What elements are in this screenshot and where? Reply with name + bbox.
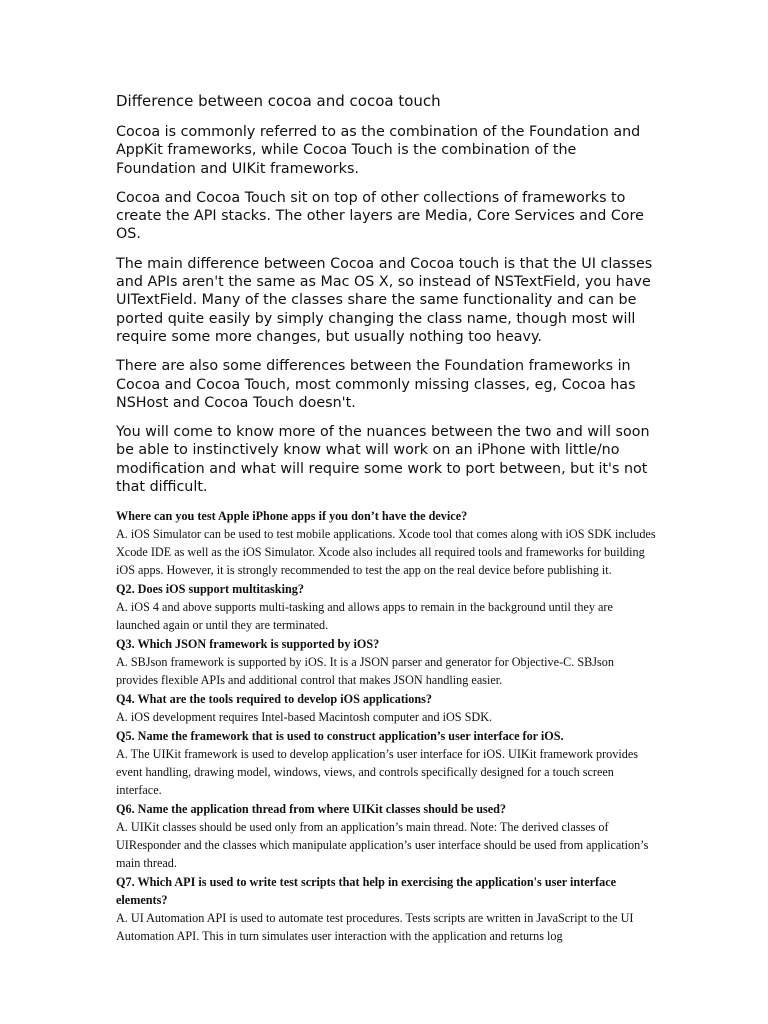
qa-item	[116, 727, 656, 799]
paragraph-5: You will come to know more of the nuances between the two and will soon be able to instinctively know what will work on an iPhone with little/no modification and what will require some work to port between, but it's not that difficult.	[116, 424, 650, 496]
qa-item	[116, 690, 656, 726]
paragraph-1: Cocoa is commonly referred to as the combination of the Foundation and AppKit frameworks, while Cocoa Touch is the combination of the Foundation and UIKit frameworks.	[116, 124, 641, 177]
answer: A. UI Automation API is used to automate test procedures. Tests scripts are written in JavaScript to the UI Automation API. This in turn simulates user interaction with the application and returns log	[116, 911, 634, 944]
question: Q2. Does iOS support multitasking?	[116, 582, 304, 597]
document-page	[116, 92, 656, 946]
qa-item	[116, 580, 656, 634]
answer: A. UIKit classes should be used only from an application’s main thread. Note: The derived classes of UIResponder and the classes which manipulate application’s user interface should be used from application’s main thread.	[116, 820, 649, 871]
question: Q3. Which JSON framework is supported by iOS?	[116, 637, 380, 652]
answer: A. iOS 4 and above supports multi-tasking and allows apps to remain in the background until they are launched again or until they are terminated.	[116, 600, 613, 633]
qa-item	[116, 873, 656, 945]
qa-item	[116, 800, 656, 872]
question: Where can you test Apple iPhone apps if you don’t have the device?	[116, 509, 468, 524]
question: Q6. Name the application thread from where UIKit classes should be used?	[116, 802, 507, 817]
paragraph-4: There are also some differences between the Foundation frameworks in Cocoa and Cocoa Touch, most commonly missing classes, eg, Cocoa has NSHost and Cocoa Touch doesn't.	[116, 358, 636, 411]
answer: A. iOS development requires Intel-based Macintosh computer and iOS SDK.	[116, 710, 493, 725]
document-title: Difference between cocoa and cocoa touch	[116, 92, 441, 110]
qa-item	[116, 507, 656, 579]
answer: A. The UIKit framework is used to develop application’s user interface for iOS. UIKit framework provides event handling, drawing model, windows, views, and controls specifically designed for a touch screen interface.	[116, 747, 638, 798]
answer: A. iOS Simulator can be used to test mobile applications. Xcode tool that comes along with iOS SDK includes Xcode IDE as well as the iOS Simulator. Xcode also includes all required tools and frameworks for building iOS apps. However, it is strongly recommended to test the app on the real device before publishing it.	[116, 527, 656, 578]
question: Q4. What are the tools required to develop iOS applications?	[116, 692, 432, 707]
qa-section	[116, 507, 656, 945]
paragraph-3: The main difference between Cocoa and Cocoa touch is that the UI classes and APIs aren't the same as Mac OS X, so instead of NSTextField, you have UITextField. Many of the classes share the same functionality and can be ported quite easily by simply changing the class name, though most will require some more changes, but usually nothing too heavy.	[116, 255, 653, 345]
question: Q7. Which API is used to write test scripts that help in exercising the application's user interface elements?	[116, 875, 617, 908]
paragraph-2: Cocoa and Cocoa Touch sit on top of other collections of frameworks to create the API stacks. The other layers are Media, Core Services and Core OS.	[116, 189, 644, 243]
answer: A. SBJson framework is supported by iOS. It is a JSON parser and generator for Objective-C. SBJson provides flexible APIs and additional control that makes JSON handling easier.	[116, 655, 614, 688]
question: Q5. Name the framework that is used to construct application’s user interface for iOS.	[116, 729, 564, 744]
qa-item	[116, 635, 656, 689]
